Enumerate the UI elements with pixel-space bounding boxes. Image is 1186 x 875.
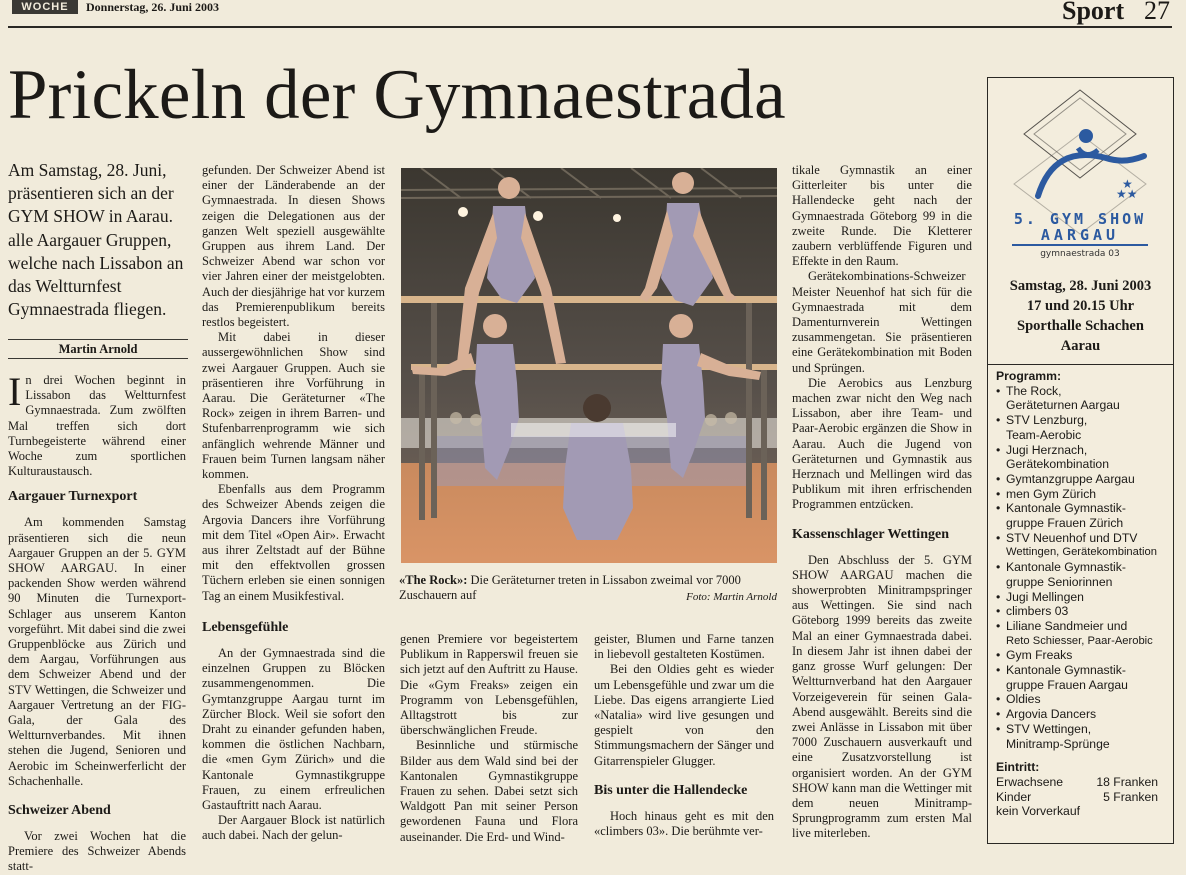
section-name: Sport [1062, 0, 1125, 25]
event-venue-city: Aarau [1060, 338, 1101, 354]
program-item [996, 619, 1168, 648]
program-item [996, 531, 1168, 560]
byline: Martin Arnold [58, 342, 138, 356]
logo-subtitle: gymnaestrada 03 [1040, 249, 1120, 259]
logo-title-1: 5. GYM SHOW [1013, 210, 1147, 228]
article-column-3 [400, 632, 578, 845]
program-item [996, 384, 1168, 413]
program-item-name: • STV Wettingen, [1006, 721, 1092, 736]
program-item-detail: Wettingen, Gerätekombination [1006, 546, 1157, 559]
byline-rule-top [8, 339, 188, 340]
program-item-name: • Kantonale Gymnastik- [1006, 560, 1126, 575]
event-time: 17 und 20.15 Uhr [1026, 298, 1135, 314]
program-list [996, 369, 1168, 819]
article-column-1 [8, 369, 186, 875]
program-item [996, 722, 1168, 751]
byline-rule-bottom [8, 358, 188, 359]
program-item-name: • Jugi Mellingen [1006, 589, 1084, 604]
paragraph: Vor zwei Wochen hat die Premiere des Schweizer Abends statt- [8, 829, 186, 874]
caption-text: Die Geräteturner treten in Lissabon zweimal vor 7000 Zuschauern auf [399, 573, 741, 603]
event-venue: Sporthalle Schachen [1017, 318, 1144, 334]
event-details [988, 276, 1173, 356]
article-column-2 [202, 163, 385, 844]
price-label: Erwachsene [996, 774, 1064, 789]
paragraph: tikale Gymnastik an einer Gitterleiter bis unter die Hallendecke geht nach der Gymnaestrada Göteborg 99 in die zweite Runde. Die Kletterer zaubern verblüffende Figuren und Effekte in den Raum. [792, 163, 972, 269]
program-item [996, 707, 1168, 722]
article-lead: Am Samstag, 28. Juni, präsentieren sich an der GYM SHOW in Aarau. alle Aargauer Gruppen, welche nach Lissabon an das Weltturnfest Gymnaestrada fliegen. [8, 160, 184, 320]
program-item-name: • Gymtanzgruppe Aargau [1006, 471, 1135, 486]
subhead-bis-unter-die-hallendecke: Bis unter die Hallendecke [594, 782, 748, 798]
subhead-kassenschlager-wettingen: Kassenschlager Wettingen [792, 526, 949, 542]
program-item-detail: gruppe Frauen Aargau [1006, 677, 1128, 692]
sidebar-divider [988, 364, 1173, 365]
program-item [996, 590, 1168, 605]
program-item-name: • STV Neuenhof und DTV [1006, 530, 1138, 545]
photo-credit: Foto: Martin Arnold [686, 591, 777, 603]
paragraph: Mit dabei in dieser aussergewöhnlichen Show sind zwei Aargauer Gruppen. Auch sie präsentieren ihre Vorführung in Aarau. Die Geräteturner «The Rock» zeigen in ihrem Barren- und Stufenbarrenprogramm wie sich anfänglich wehrende Männer und Frauen beim Turnen langsam näher kommen. [202, 330, 385, 482]
program-item-name: • Gym Freaks [1006, 648, 1073, 663]
subhead-aargauer-turnexport: Aargauer Turnexport [8, 489, 138, 505]
intro-text: n drei Wochen beginnt in Lissabon das Weltturnfest Gymnaestrada. Zum zwölften Mal treffen sich dort Turnbegeisterte während einer Woche zum sportlichen Kulturaustausch. [8, 373, 186, 479]
program-item-name: • Liliane Sandmeier und [1006, 618, 1128, 633]
paragraph: Gerätekombinations-Schweizer Meister Neuenhof hat sich für die Gymnaestrada mit dem Damenturnverein Wettingen zusammengetan. Sie präsentieren eine Gerätekombination mit Boden und Sprüngen. [792, 269, 972, 375]
paragraph: Bei den Oldies geht es wieder um Lebensgefühle und zwar um die Liebe. Das eigens arrangierte Lied «Natalia» wird live gesungen und gespielt von den Stimmungsmachern der Sänger und Gitarrenspieler Glugger. [594, 662, 774, 768]
program-item [996, 560, 1168, 589]
program-item [996, 663, 1168, 692]
issue-date: Donnerstag, 26. Juni 2003 [86, 0, 220, 14]
program-item [996, 604, 1168, 619]
page-number: 27 [1144, 0, 1170, 25]
program-item-name: • Kantonale Gymnastik- [1006, 663, 1126, 678]
masthead-rule [8, 26, 1172, 28]
intro-paragraph [8, 369, 186, 479]
price-value: 5 Franken [1103, 789, 1158, 804]
event-date: Samstag, 28. Juni 2003 [1009, 278, 1152, 294]
program-item [996, 487, 1168, 502]
program-item-name: • men Gym Zürich [1006, 486, 1097, 501]
logo-title-2: AARGAU [1040, 226, 1120, 244]
article-column-5 [792, 163, 972, 842]
program-item [996, 472, 1168, 487]
program-item-name: • Oldies [1006, 692, 1041, 707]
program-item-name: • STV Lenzburg, [1006, 413, 1088, 428]
program-header: Programm: [996, 369, 1062, 383]
program-item-detail: Geräteturnen Aargau [1006, 398, 1120, 413]
program-item-detail: Minitramp-Sprünge [1006, 736, 1110, 751]
program-item [996, 443, 1168, 472]
paragraph: Den Abschluss der 5. GYM SHOW AARGAU machen die showerprobten Minitrampspringer aus Wettingen. Sie sind nach Göteborg 1999 bereits das zweite Mal an einer Gymnaestrada dabei. In diesem Jahr ist ihnen dabei der ganz grosse Wurf gelungen: Der Weltturnverband hat den Aargauer Vorzeigeverein für seinen Gala-Abend ausgewählt. Bereits sind die zwei Anlässe in Lissabon mit über 7000 Zuschauern ausverkauft und eine Zusatzvorstellung ist organisiert worden. An der GYM SHOW kann man die Wettinger mit dem neuen Minitramp-Sprungprogramm zum ersten Mal live miterleben. [792, 552, 972, 841]
gymnasts-photo [401, 168, 777, 563]
drop-cap: I [8, 369, 22, 414]
program-item [996, 692, 1168, 707]
paragraph: Am kommenden Samstag präsentieren sich die neun Aargauer Gruppen an der 5. GYM SHOW AARGAU. In einer packenden Show werden während 90 Minuten die Turnexport-Schlager aus unserem Kanton vorgeführt. Mit dabei sind die zwei Gruppenblöcke aus Zürich und dem Aargau, Vorführungen aus dem Schweizer Abend und der STV Wettingen, die Schweizer und Aargauer Vertretung an der FIG-Gala, der Gala des Weltturnverbandes. Mit ihnen stehen die Jugend, Senioren und Aerobic im Scheinwerferlicht der Schachenhalle. [8, 515, 186, 788]
paragraph: Besinnliche und stürmische Bilder aus dem Wald sind bei der Kantonalen Gymnastikgruppe Frauen zu sehen. Dabei setzt sich Waldgott Pan mit seiner Person gewordenen Fauna und Flora auseinander. Die Erd- und Wind- [400, 738, 578, 844]
paragraph: Der Aargauer Block ist natürlich auch dabei. Nach der gelun- [202, 813, 385, 843]
no-presale-note: kein Vorverkauf [996, 804, 1081, 819]
program-item-name: • Argovia Dancers [1006, 707, 1097, 722]
paragraph: gefunden. Der Schweizer Abend ist einer der Länderabende an der Gymnaestrada. In diesen Shows zeigen die Delegationen aus der ganzen Welt speziell ausgewählte Gruppen aus ihrem Land. Der Schweizer Abend war schon vor vier Jahren einer der meistgelobten. Auch der diesjährige hat vor kurzem das Premierenpublikum bereits restlos begeistert. [202, 163, 385, 330]
program-items [996, 384, 1168, 752]
program-item-name: • Kantonale Gymnastik- [1006, 501, 1126, 516]
price-label: Kinder [996, 789, 1032, 804]
program-item-name: • climbers 03 [1006, 604, 1069, 619]
program-item-detail: gruppe Seniorinnen [1006, 574, 1113, 589]
paragraph: An der Gymnaestrada sind die einzelnen Gruppen zu Blöcken zusammengenommen. Die Gymtanzgruppe Aargau turnt im Zürcher Block. Weil sie sofort den Draht zu einander gefunden haben, kommen die östlichen Nachbarn, die «men Gym Zürich» und die Kantonale Gymnastikgruppe Frauen, zu einem erfreulichen Gastauftritt nach Aarau. [202, 645, 385, 812]
program-item-name: • The Rock, [1006, 383, 1062, 398]
subhead-lebensgefuehle: Lebensgefühle [202, 619, 289, 635]
event-info-box [987, 77, 1174, 844]
program-item-detail: gruppe Frauen Zürich [1006, 516, 1124, 531]
price-row [996, 790, 1158, 805]
paragraph: Hoch hinaus geht es mit den «climbers 03». Die berühmte ver- [594, 808, 774, 839]
price-value: 18 Franken [1096, 774, 1158, 789]
caption-label: «The Rock»: [399, 573, 468, 587]
program-item [996, 413, 1168, 442]
newspaper-logo: WOCHE [12, 0, 78, 14]
svg-text:★★: ★★ [1116, 187, 1138, 201]
subhead-schweizer-abend: Schweizer Abend [8, 803, 111, 819]
program-item [996, 648, 1168, 663]
program-item-detail: Team-Aerobic [1006, 427, 1082, 442]
program-item [996, 501, 1168, 530]
price-row [996, 775, 1158, 790]
article-column-4 [594, 632, 774, 839]
paragraph: geister, Blumen und Farne tanzen in liebevoll gestalteten Kostümen. [594, 632, 774, 662]
gym-show-logo [994, 84, 1166, 262]
program-item-detail: Gerätekombination [1006, 457, 1109, 472]
paragraph: genen Premiere vor begeistertem Publikum in Rapperswil freuen sie sich jetzt auf den Auftritt zu Hause. Die «Gym Freaks» zeigen ein Programm von Lebensgefühlen, Alltagstrott bis zur überschwänglichen Freude. [400, 632, 578, 738]
paragraph: Ebenfalls aus dem Programm des Schweizer Abends zeigen die Argovia Dancers ihre Vorführung mit dem Titel «Open Air». Erwacht aus ihrer Zeltstadt auf der Bühne mit den effektvollen grossen Tüchern erleben sie einen sonnigen Tag an einem Musikfestival. [202, 482, 385, 603]
paragraph: Die Aerobics aus Lenzburg machen zwar nicht den Weg nach Lissabon, aber ihre Team- und Paar-Aerobic ergänzen die Show in Aarau. Auch die Jugend von Geräteturnen und Gymnastik aus Herznach und Mellingen wird das Publikum mit ihren erfrischenden Programmen entzücken. [792, 375, 972, 512]
price-list [996, 775, 1168, 804]
program-item-detail: Reto Schiesser, Paar-Aerobic [1006, 634, 1153, 647]
gymnasts-photo-graphic [401, 168, 777, 563]
svg-text:★: ★ [1122, 177, 1133, 191]
article-headline: Prickeln der Gymnaestrada [8, 56, 786, 134]
entry-header: Eintritt: [996, 760, 1040, 775]
program-item-name: • Jugi Herznach, [1006, 442, 1088, 457]
